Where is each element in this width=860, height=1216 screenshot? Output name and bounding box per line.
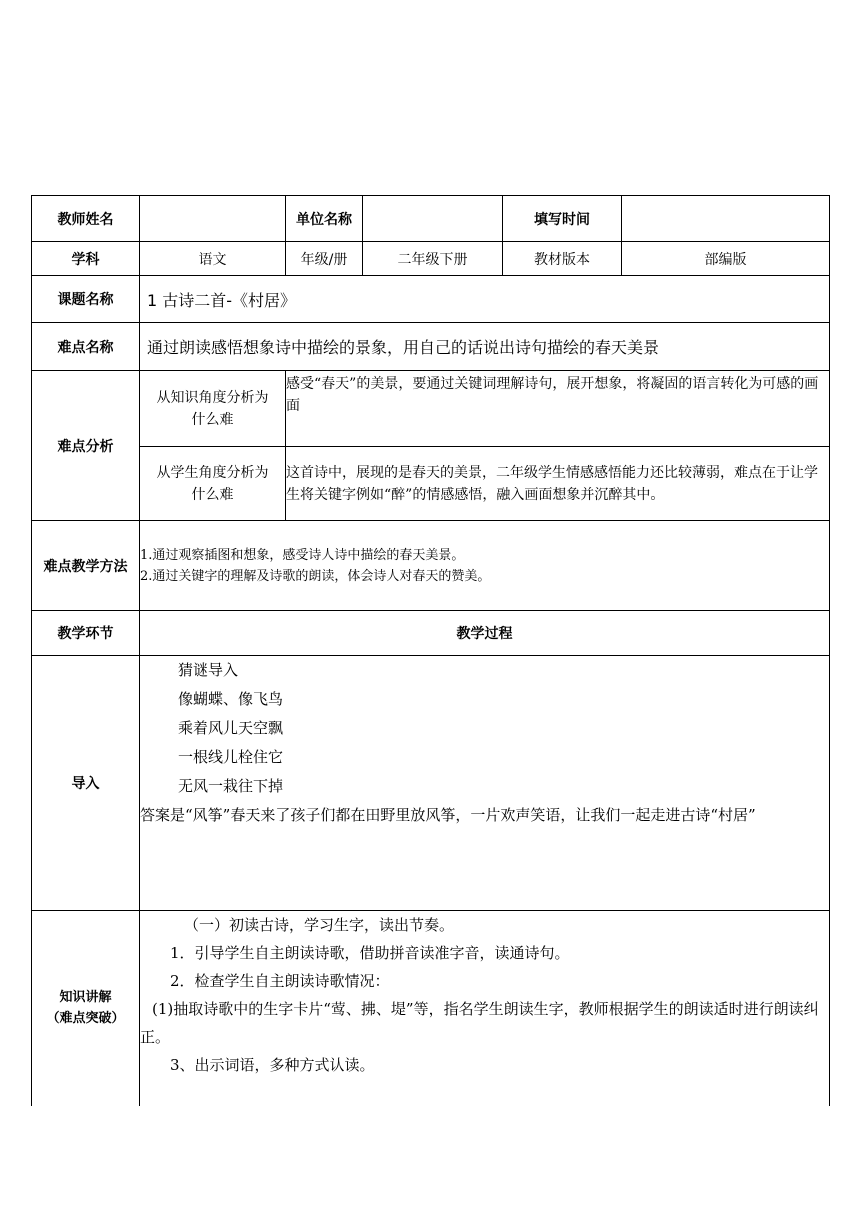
subject-value: 语文 — [140, 242, 286, 276]
riddle-line: 像蝴蝶、像飞鸟 — [178, 690, 284, 708]
process-header-row — [32, 611, 830, 656]
lesson-plan-table — [31, 195, 830, 1106]
difficulty-row — [32, 323, 830, 371]
knowledge-line: （一）初读古诗，学习生字，读出节奏。 — [184, 916, 455, 934]
riddle-answer: 答案是“风筝”春天来了孩子们都在田野里放风筝，一片欢声笑语，让我们一起走进古诗“村居” — [140, 806, 756, 824]
riddle-line: 一根线儿栓住它 — [178, 748, 284, 766]
student-angle-text: 这首诗中，展现的是春天的美景，二年级学生情感感悟能力还比较薄弱，难点在于让学生将关键字例如“醉”的情感感悟，融入画面想象并沉醉其中。 — [286, 447, 830, 521]
analysis-label: 难点分析 — [32, 371, 140, 521]
teacher-name-value[interactable] — [140, 196, 286, 242]
knowledge-row — [32, 911, 830, 1106]
topic-label: 课题名称 — [32, 276, 140, 323]
teaching-stage-label: 教学环节 — [32, 611, 140, 656]
knowledge-angle-text: 感受“春天”的美景，要通过关键词理解诗句，展开想象，将凝固的语言转化为可感的画面 — [286, 371, 830, 447]
grade-label: 年级/册 — [286, 242, 363, 276]
riddle-line: 乘着风儿天空飘 — [178, 719, 284, 737]
fill-date-label: 填写时间 — [503, 196, 622, 242]
analysis-row-knowledge — [32, 371, 830, 447]
intro-label: 导入 — [32, 656, 140, 911]
topic-value: 1 古诗二首-《村居》 — [140, 276, 830, 323]
intro-row — [32, 656, 830, 911]
teaching-process-label: 教学过程 — [140, 611, 830, 656]
header-row — [32, 196, 830, 242]
teacher-name-label: 教师姓名 — [32, 196, 140, 242]
knowledge-line: 2．检查学生自主朗读诗歌情况： — [170, 972, 390, 990]
subject-label: 学科 — [32, 242, 140, 276]
riddle-line: 无风一栽往下掉 — [178, 777, 284, 795]
student-angle-label: 从学生角度分析为什么难 — [140, 447, 286, 521]
difficulty-label: 难点名称 — [32, 323, 140, 371]
edition-value: 部编版 — [622, 242, 830, 276]
knowledge-label-line2: （难点突破） — [46, 1011, 125, 1027]
knowledge-line: (1)抽取诗歌中的生字卡片“莺、拂、堤”等，指名学生朗读生字，教师根据学生的朗读适时进行朗读纠正。 — [140, 1000, 819, 1046]
grade-value: 二年级下册 — [363, 242, 503, 276]
knowledge-label-line1: 知识讲解 — [59, 990, 112, 1006]
difficulty-value: 通过朗读感悟想象诗中描绘的景象，用自己的话说出诗句描绘的春天美景 — [140, 323, 830, 371]
methods-label: 难点教学方法 — [32, 521, 140, 611]
knowledge-label — [32, 911, 140, 1106]
edition-label: 教材版本 — [503, 242, 622, 276]
knowledge-line: 3、出示词语，多种方式认读。 — [170, 1056, 375, 1074]
knowledge-angle-label: 从知识角度分析为什么难 — [140, 371, 286, 447]
intro-content — [140, 656, 830, 911]
method-item: 1.通过观察插图和想象，感受诗人诗中描绘的春天美景。 — [140, 547, 465, 563]
unit-name-value[interactable] — [363, 196, 503, 242]
topic-row — [32, 276, 830, 323]
unit-name-label: 单位名称 — [286, 196, 363, 242]
riddle-line: 猜谜导入 — [178, 661, 239, 679]
analysis-row-student — [32, 447, 830, 521]
knowledge-content — [140, 911, 830, 1106]
method-item: 2.通过关键字的理解及诗歌的朗读，体会诗人对春天的赞美。 — [140, 568, 491, 584]
fill-date-value[interactable] — [622, 196, 830, 242]
methods-list — [140, 521, 830, 611]
subject-row — [32, 242, 830, 276]
methods-row — [32, 521, 830, 611]
knowledge-line: 1．引导学生自主朗读诗歌，借助拼音读准字音，读通诗句。 — [170, 944, 570, 962]
